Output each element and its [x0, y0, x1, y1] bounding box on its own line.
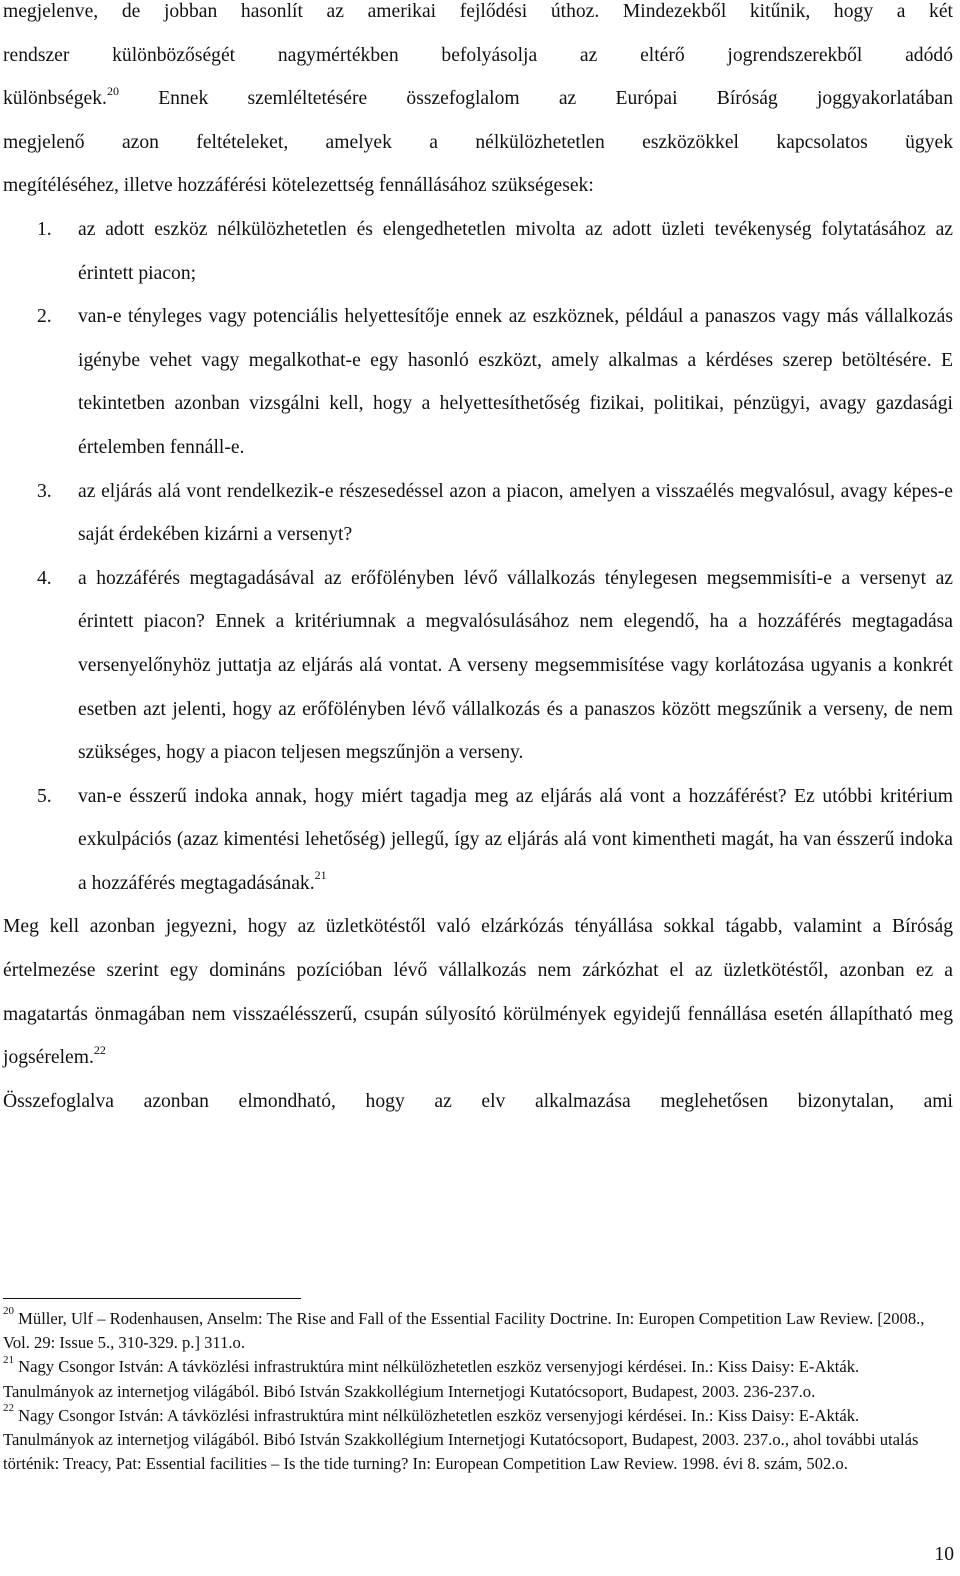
list-number: 2.: [37, 306, 52, 328]
footnote-ref-22[interactable]: 22: [93, 1042, 106, 1057]
paragraph-line: [3, 77, 953, 121]
list-item: [3, 470, 953, 557]
list-item: [3, 557, 953, 775]
list-item: [3, 295, 953, 469]
list-item-text: [78, 775, 953, 906]
paragraph-line: megjelenve, de jobban hasonlít az amerikai fejlődési úthoz. Mindezekből kitűnik, hogy a két: [3, 1, 953, 22]
footnotes: [3, 1307, 953, 1476]
footnote: [3, 1355, 953, 1403]
paragraph-line: megítéléséhez, illetve hozzáférési kötelezettség fennállásához szükségesek:: [3, 175, 594, 197]
paragraph-line: megjelenő azon feltételeket, amelyek a nélkülözhetetlen eszközökkel kapcsolatos ügyek: [3, 131, 953, 153]
footnote-text: Nagy Csongor István: A távközlési infrastruktúra mint nélkülözhetetlen eszköz versenyjogi kérdései. In.: Kiss Daisy: E-Akták. Tanulmányok az internetjog világából. Bibó István Szakkollégium Internetjogi Kutatócsoport, Budapest, 2003. 236-237.o.: [3, 1357, 860, 1401]
text-span: Ennek szemléltetésére összefoglalom az Európai Bíróság joggyakorlatában: [118, 88, 953, 110]
text-span: különbségek.: [3, 88, 107, 110]
text-span: Meg kell azonban jegyezni, hogy az üzletkötéstől való elzárkózás tényállása sokkal tágabb, valamint a Bíróság értelmezése szerint egy domináns pozícióban lévő vállalkozás nem zárkózhat el az üzletkötéstől, azonban ez a magatartás önmagában nem visszaélésszerű, csupán súlyosító körülmények egyidejű fennállása esetén állapítható meg jogsérelem.: [3, 916, 953, 1069]
text-span: van-e ésszerű indoka annak, hogy miért tagadja meg az eljárás alá vont a hozzáférést? Ez utóbbi kritérium exkulpációs (azaz kimentési lehetőség) jellegű, így az eljárás alá vont kimentheti magát, ha van ésszerű indoka a hozzáférés megtagadásának.: [78, 785, 953, 894]
footnote-number: 21: [3, 1353, 14, 1366]
list-item-text: van-e tényleges vagy potenciális helyettesítője ennek az eszköznek, például a panaszos vagy más vállalkozás igénybe vehet vagy megalkothat-e egy hasonló eszközt, amely alkalmas a kérdéses szerep betöltésére. E tekintetben azonban vizsgálni kell, hogy a helyettesíthetőség fizikai, politikai, pénzügyi, avagy gazdasági értelemben fennáll-e.: [78, 306, 953, 458]
list-number: 1.: [37, 218, 52, 240]
footnote-ref-20[interactable]: 20: [106, 83, 119, 98]
paragraph-line: Összefoglalva azonban elmondható, hogy az elv alkalmazása meglehetősen bizonytalan, ami: [3, 1090, 953, 1112]
footnote-number: 22: [3, 1402, 14, 1415]
footnote-text: Müller, Ulf – Rodenhausen, Anselm: The Rise and Fall of the Essential Facility Doctrine. In: Europen Competition Law Review. [2008., Vol. 29: Issue 5., 310-329. p.] 311.o.: [3, 1309, 925, 1353]
body-text: [3, 0, 953, 1123]
footnote: [3, 1307, 953, 1355]
list-item-text: az adott eszköz nélkülözhetetlen és elengedhetetlen mivolta az adott üzleti tevékenység folytatásához az érintett piacon;: [78, 218, 953, 284]
list-item-text: a hozzáférés megtagadásával az erőfölényben lévő vállalkozás ténylegesen megsemmisíti-e a versenyt az érintett piacon? Ennek a kritériumnak a megvalósulásához nem elegendő, ha a hozzáférés megtagadása versenyelőnyhöz juttatja az eljárás alá vontat. A verseny megsemmisítése vagy korlátozása ugyanis a konkrét esetben azt jelenti, hogy az erőfölényben lévő vállalkozás és a panaszos között megszűnik a verseny, de nem szükséges, hogy a piacon teljesen megszűnjön a verseny.: [78, 567, 953, 764]
footnote: [3, 1404, 953, 1477]
footnote-number: 20: [3, 1305, 14, 1318]
paragraph-line: rendszer különbözőségét nagymértékben befolyásolja az eltérő jogrendszerekből adódó: [3, 44, 953, 66]
footnote-separator: [3, 1298, 301, 1299]
list-item-text: az eljárás alá vont rendelkezik-e részesedéssel azon a piacon, amelyen a visszaélés megvalósul, avagy képes-e saját érdekében kizárni a versenyt?: [78, 480, 953, 546]
list-item: [3, 775, 953, 906]
list-number: 4.: [37, 567, 52, 589]
paragraph: [3, 905, 953, 1079]
footnote-ref-21[interactable]: 21: [314, 868, 327, 883]
list-number: 5.: [37, 785, 52, 807]
footnote-text: Nagy Csongor István: A távközlési infrastruktúra mint nélkülözhetetlen eszköz versenyjogi kérdései. In.: Kiss Daisy: E-Akták. Tanulmányok az internetjog világából. Bibó István Szakkollégium Internetjogi Kutatócsoport, Budapest, 2003. 237.o., ahol további utalás történik: Treacy, Pat: Essential facilities – Is the tide turning? In: European Competition Law Review. 1998. évi 8. szám, 502.o.: [3, 1405, 919, 1474]
list-number: 3.: [37, 480, 52, 502]
list-item: [3, 208, 953, 295]
page-number: 10: [934, 1544, 954, 1565]
criteria-list: [3, 208, 953, 906]
